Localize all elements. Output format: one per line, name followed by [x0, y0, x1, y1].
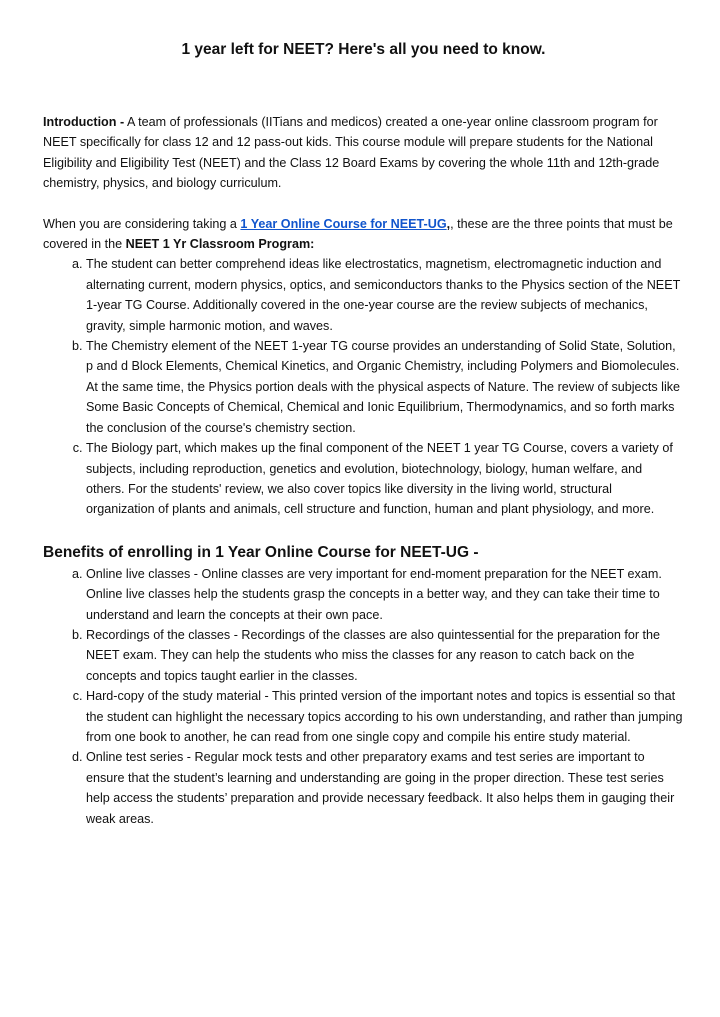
- list-item: d. Online test series - Regular mock tests and other preparatory exams and test series are important to ensure that the student’s learning and understanding are going in the proper direction. These test series help access the students’ preparation and provide necessary feedback. It also helps them in gauging their weak areas.: [86, 747, 684, 829]
- lead-paragraph: [43, 214, 684, 255]
- intro-paragraph: [43, 112, 684, 194]
- intro-label: Introduction -: [43, 115, 125, 129]
- page-title: 1 year left for NEET? Here's all you need to know.: [181, 41, 546, 58]
- benefits-list: [43, 564, 684, 829]
- list-item: a. The student can better comprehend ideas like electrostatics, magnetism, electromagnetic induction and alternating current, modern physics, optics, and semiconductors thanks to the Physics section of the NEET 1-year TG Course. Additionally covered in the one-year course are the review subjects of mechanics, gravity, simple harmonic motion, and waves.: [86, 254, 684, 336]
- benefits-heading: Benefits of enrolling in 1 Year Online Course for NEET-UG -: [43, 543, 479, 561]
- subject-points-list: [43, 254, 684, 519]
- list-item: b. The Chemistry element of the NEET 1-year TG course provides an understanding of Solid State, Solution, p and d Block Elements, Chemical Kinetics, and Organic Chemistry, including Polymers and Biomolecules. At the same time, the Physics portion deals with the physical aspects of Nature. The review of subjects like Some Basic Concepts of Chemical, Chemical and Ionic Equilibrium, Thermodynamics, and so forth marks the conclusion of the course's chemistry section.: [86, 336, 684, 438]
- intro-text: A team of professionals (IITians and medicos) created a one-year online classroom program for NEET specifically for class 12 and 12 pass-out kids. This course module will prepare students for the National Eligibility and Eligibility Test (NEET) and the Class 12 Board Exams by covering the whole 11th and 12th-grade chemistry, physics, and biology curriculum.: [43, 115, 660, 191]
- list-item: a. Online live classes - Online classes are very important for end-moment preparation for the NEET exam. Online live classes help the students grasp the concepts in a better way, and they can take their time to understand and learn the concepts at their own pace.: [86, 564, 684, 625]
- course-link[interactable]: 1 Year Online Course for NEET-UG: [240, 216, 447, 231]
- lead-after: , these are the three points that must be covered in the: [43, 216, 673, 252]
- list-item: c. The Biology part, which makes up the final component of the NEET 1 year TG Course, covers a variety of subjects, including reproduction, genetics and evolution, biotechnology, biology, human welfare, and others. For the students' review, we also cover topics like diversity in the living world, structural organization of plants and animals, cell structure and function, human and plant physiology, and more.: [86, 438, 684, 520]
- list-item: b. Recordings of the classes - Recordings of the classes are also quintessential for the preparation for the NEET exam. They can help the students who miss the classes for any reason to catch back on the concepts and topics taught earlier in the classes.: [86, 625, 684, 686]
- lead-comma: ,: [446, 216, 451, 231]
- list-item: c. Hard-copy of the study material - This printed version of the important notes and topics is essential so that the student can highlight the necessary topics according to his own understanding, and rather than jumping from one book to another, he can read from one single copy and compile his entire study material.: [86, 686, 684, 747]
- lead-before: When you are considering taking a: [43, 216, 241, 231]
- lead-program: NEET 1 Yr Classroom Program:: [125, 237, 315, 252]
